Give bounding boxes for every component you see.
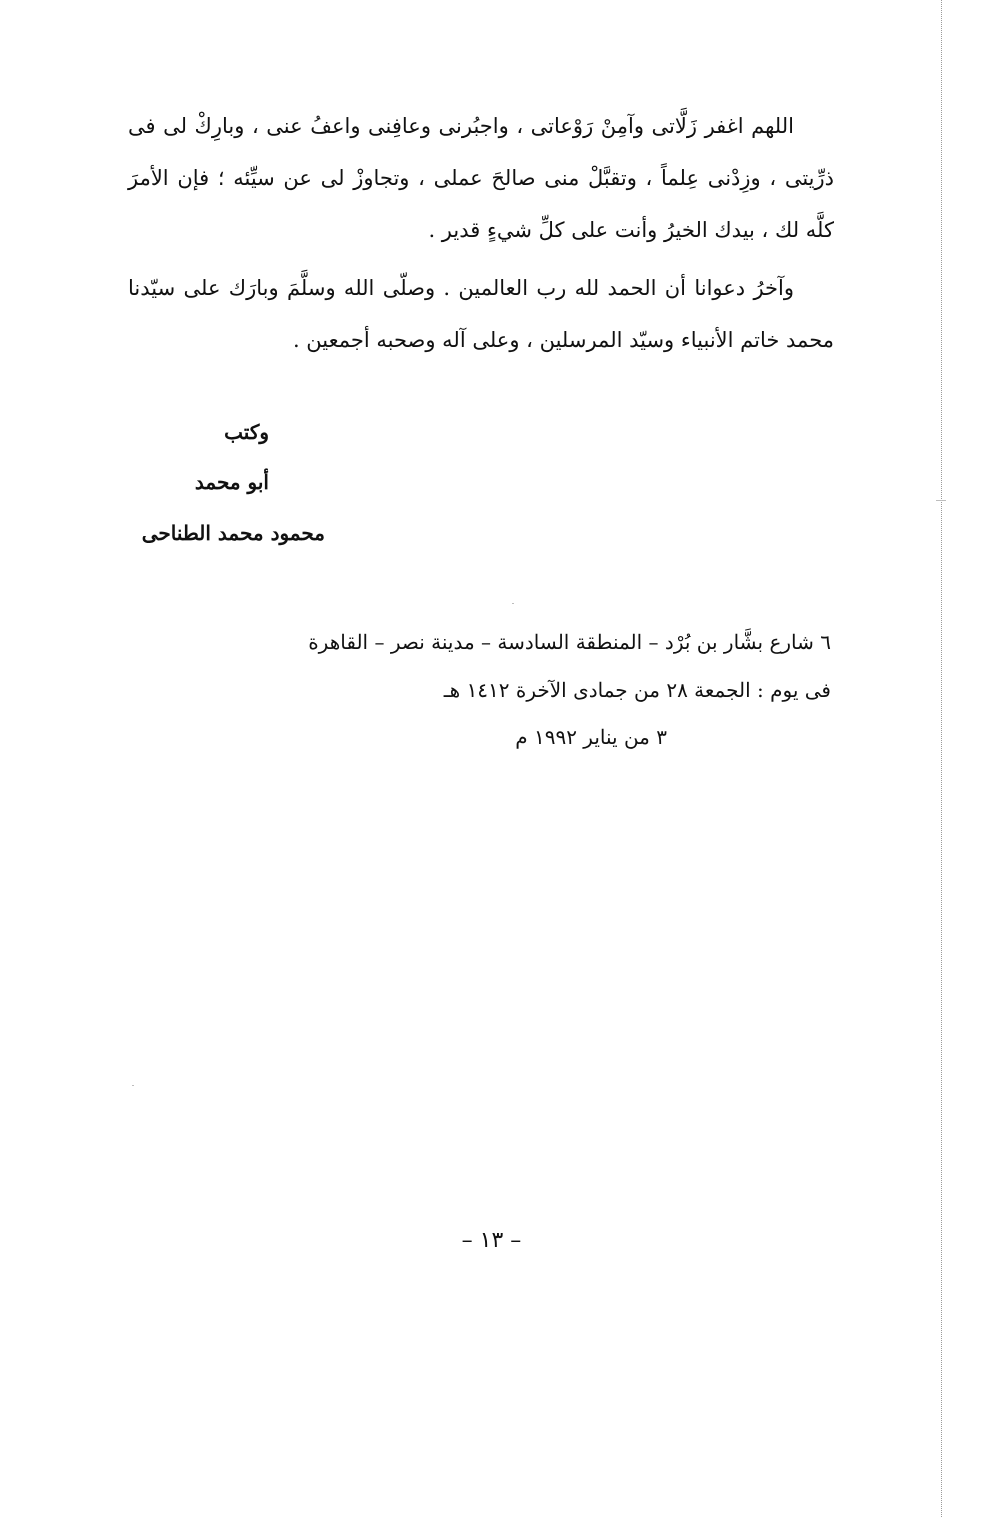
hijri-date: فى يوم : الجمعة ٢٨ من جمادى الآخرة ١٤١٢ هـ — [443, 678, 831, 702]
page-number: – ١٣ – — [461, 1228, 522, 1253]
closing-paragraph: وآخرُ دعوانا أن الحمد لله رب العالمين . وصلّى الله وسلَّمَ وبارَك على سيّدنا محمد خاتم الأنبياء وسيّد المرسلين ، وعلى آله وصحبه أجمعين . — [128, 276, 834, 352]
gregorian-date: ٣ من يناير ١٩٩٢ م — [515, 725, 667, 749]
signature-wrote: وكتب — [224, 420, 269, 444]
scan-artifact-mark — [936, 500, 946, 501]
scan-margin-line — [941, 0, 942, 1517]
scan-artifact-mark — [132, 1085, 134, 1086]
address-line: ٦ شارع بشَّار بن بُرْد – المنطقة السادسة – مدينة نصر – القاهرة — [308, 630, 831, 654]
signature-kunya: أبو محمد — [194, 470, 269, 494]
prayer-paragraph: اللهم اغفر زَلَّاتى وآمِنْ رَوْعاتى ، واجبُرنى وعافِنى واعفُ عنى ، وبارِكْ لى فى ذرِّيتى ، وزِدْنى عِلماً ، وتقبَّلْ منى صالحَ عملى ، وتجاوزْ لى عن سيِّئه ؛ فإن الأمرَ كلَّه لك ، بيدك الخيرُ وأنت على كلِّ شيءٍ قدير . — [128, 114, 834, 242]
signature-author-name: محمود محمد الطناحى — [141, 521, 325, 545]
scan-artifact-mark — [512, 603, 514, 604]
